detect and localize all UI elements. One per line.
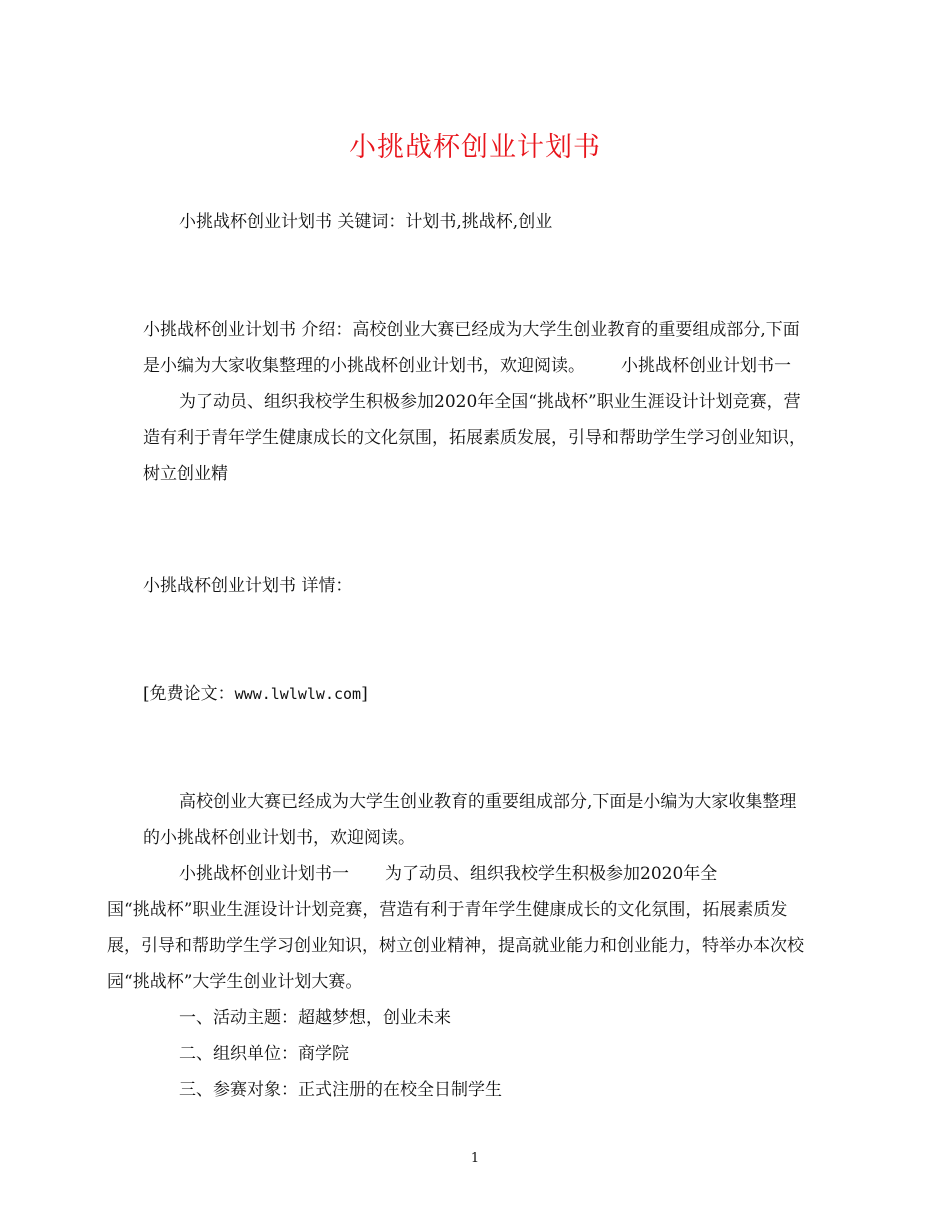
list-item-2: 二、组织单位：商学院: [179, 1044, 349, 1064]
body-paragraph-2-rest: 国“挑战杯”职业生涯设计计划竞赛，营造有利于青年学生健康成长的文化氛围，拓展素质发展，引导和帮助学生学习创业知识，树立创业精神，提高就业能力和创业能力，特举办本次校园“挑战杯”大学生创业计划大赛。: [107, 900, 804, 992]
list-item-1: 一、活动主题：超越梦想，创业未来: [179, 1008, 451, 1028]
intro-text-3: 为了动员、组织我校学生积极参加2020年全国“挑战杯”职业生涯设计计划竞赛，营造有利于青年学生健康成长的文化氛围，拓展素质发展，引导和帮助学生学习创业知识，树立创业精: [143, 392, 806, 484]
page-number: 1: [470, 1151, 480, 1166]
details-text: 小挑战杯创业计划书 详情：: [143, 576, 353, 596]
source-line: [143, 676, 807, 712]
keywords-text: 小挑战杯创业计划书 关键词：计划书,挑战杯,创业: [179, 212, 553, 232]
body-paragraph-1: 高校创业大赛已经成为大学生创业教育的重要组成部分,下面是小编为大家收集整理的小挑战杯创业计划书，欢迎阅读。: [143, 792, 797, 848]
keywords-line: [143, 204, 807, 240]
intro-text-1: 小挑战杯创业计划书 介绍：高校创业大赛已经成为大学生创业教育的重要组成部分,下面是小编为大家收集整理的小挑战杯创业计划书，欢迎阅读。: [143, 320, 800, 376]
source-suffix: ]: [361, 684, 368, 704]
source-prefix: [免费论文：: [143, 684, 235, 704]
source-link[interactable]: www.lwlwlw.com: [234, 685, 362, 703]
document-title: 小挑战杯创业计划书: [349, 132, 601, 163]
body-paragraph-2-line1: 为了动员、组织我校学生积极参加2020年全: [385, 864, 718, 884]
details-label: [143, 568, 807, 604]
intro-text-2: 小挑战杯创业计划书一: [621, 356, 791, 376]
intro-paragraph: [143, 312, 807, 492]
body-paragraph-2: [107, 856, 807, 1000]
list-item-3: 三、参赛对象：正式注册的在校全日制学生: [179, 1080, 502, 1100]
body-section: [107, 784, 807, 1108]
body-paragraph-2-lead: 小挑战杯创业计划书一: [179, 864, 349, 884]
